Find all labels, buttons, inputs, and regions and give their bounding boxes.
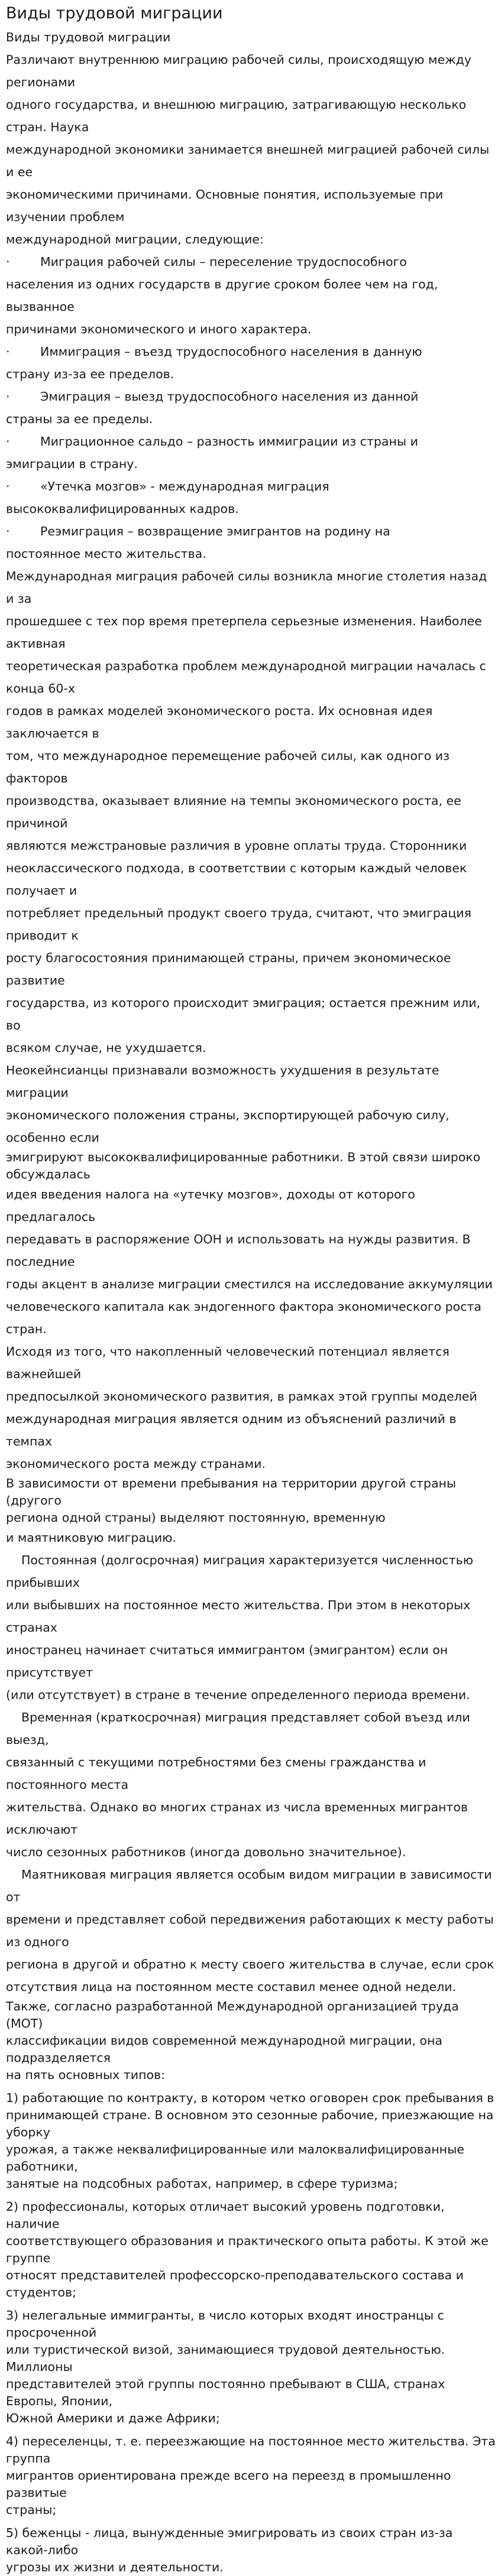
text-line: жительства. Однако во многих странах из числа временных мигрантов исключают <box>6 1800 468 1837</box>
migration-type-item <box>6 2198 497 2301</box>
text-line: производства, оказывает влияние на темпы экономического роста, ее причиной <box>6 794 461 830</box>
migration-types-list <box>6 2090 497 2576</box>
migration-type-item <box>6 2433 497 2519</box>
text-line: отсутствия лица на постоянном месте составил менее одной недели. <box>6 1980 457 1994</box>
text-line: принимающей стране. В основном это сезонные рабочие, приезжающие на уборку <box>6 2108 494 2139</box>
bullet-marker: · <box>6 255 10 269</box>
text-line: одного государства, и внешнюю миграцию, затрагивающую несколько стран. Наука <box>6 98 467 134</box>
history-paragraph <box>6 565 497 1059</box>
text-line: занятые на подсобных работах, например, в сфере туризма; <box>6 2177 398 2191</box>
neo-keynesian-paragraph <box>6 1059 497 1475</box>
text-line: предпосылкой экономического развития, в рамках этой группы моделей <box>6 1389 477 1404</box>
text-line: годы акцент в анализе миграции сместился на исследование аккумуляции <box>6 1277 493 1291</box>
definition-item <box>6 475 497 498</box>
text-line: международная миграция является одним из объяснений различий в темпах <box>6 1412 457 1448</box>
text-line: 3) нелегальные иммигранты, в число которых входят иностранцы с просроченной <box>6 2308 444 2340</box>
text-line: 5) беженцы - лица, вынужденные эмигрировать из своих стран из-за какой-либо <box>6 2526 453 2557</box>
text-line: 2) профессионалы, которых отличает высокий уровень подготовки, наличие <box>6 2200 445 2231</box>
text-line: Временная (краткосрочная) миграция представляет собой въезд или выезд, <box>6 1710 470 1747</box>
definition-text: Иммиграция – въезд трудоспособного населения в данную <box>40 345 422 359</box>
text-line: угрозы их жизни и деятельности. <box>6 2560 224 2574</box>
definition-item <box>6 520 497 543</box>
text-line: число сезонных работников (иногда довольно значительное). <box>6 1845 406 1859</box>
text-line: связанный с текущими потребностями без смены гражданства и постоянного места <box>6 1755 426 1792</box>
bullet-marker: · <box>6 345 10 359</box>
migration-type-item <box>6 2090 497 2192</box>
pendulum-migration-paragraph <box>6 1863 497 1998</box>
text-line: относят представителей профессорско-преподавательского состава и студентов; <box>6 2268 464 2299</box>
definition-text: Эмиграция – выезд трудоспособного населения из данной <box>40 389 419 404</box>
text-line: являются межстрановые различия в уровне оплаты труда. Сторонники <box>6 839 467 853</box>
text-line: том, что международное перемещение рабочей силы, как одного из факторов <box>6 749 450 785</box>
definition-item <box>6 385 497 408</box>
text-line: передавать в распоряжение ООН и использовать на нужды развития. В последние <box>6 1232 471 1269</box>
time-classification-paragraph <box>6 1475 497 1549</box>
text-line: Международная миграция рабочей силы возникла многие столетия назад и за <box>6 569 487 606</box>
definition-item <box>6 340 497 363</box>
text-line: идея введения налога на «утечку мозгов», доходы от которого предлагалось <box>6 1187 415 1224</box>
text-line: Также, согласно разработанной Международной организацией труда (МОТ) <box>6 1999 459 2031</box>
definitions-list <box>6 251 497 565</box>
text-line: потребляет предельный продукт своего труда, считают, что эмиграция приводит к <box>6 906 471 943</box>
text-line: времени и представляет собой передвижения работающих к месту работы из одного <box>6 1912 494 1949</box>
text-line: соответствующего образования и практического опыта работы. К этой же группе <box>6 2234 489 2265</box>
text-line: 4) переселенцы, т. е. переезжающие на постоянное место жительства. Эта группа <box>6 2434 496 2465</box>
text-line: или туристической визой, занимающиеся трудовой деятельностью. Миллионы <box>6 2343 445 2374</box>
text-line: высококвалифицированных кадров. <box>6 502 239 516</box>
text-line: эмиграции в страну. <box>6 457 138 471</box>
text-line: региона в другой и обратно к месту своего жительства в случае, если срок <box>6 1957 494 1971</box>
definition-text: Реэмиграция – возвращение эмигрантов на родину на <box>40 524 390 538</box>
text-line: экономического положения страны, экспортирующей рабочую силу, особенно если <box>6 1108 450 1145</box>
migration-type-item <box>6 2525 497 2576</box>
text-line: урожая, а также неквалифицированные или малоквалифицированные работники, <box>6 2142 464 2174</box>
text-line: классификации видов современной международной миграции, она подразделяется <box>6 2033 442 2065</box>
definition-text: «Утечка мозгов» - международная миграция <box>40 479 329 493</box>
migration-type-item <box>6 2307 497 2427</box>
text-line: мигрантов ориентирована прежде всего на переезд в промышленно развитые <box>6 2468 451 2500</box>
text-line: Неокейнсианцы признавали возможность ухудшения в результате миграции <box>6 1063 439 1100</box>
text-line: представителей этой группы постоянно пребывают в США, странах Европы, Японии, <box>6 2377 445 2408</box>
text-line: страны; <box>6 2503 57 2517</box>
text-line: неоклассического подхода, в соответствии с которым каждый человек получает и <box>6 861 467 898</box>
text-line: росту благосостояния принимающей страны, причем экономическое развитие <box>6 951 451 987</box>
text-line: человеческого капитала как эндогенного фактора экономического роста стран. <box>6 1300 481 1336</box>
text-line: Южной Америки и даже Африки; <box>6 2411 220 2425</box>
text-line: региона одной страны) выделяют постоянную, временную <box>6 1510 386 1525</box>
temporary-migration-paragraph <box>6 1706 497 1863</box>
text-line: на пять основных типов: <box>6 2068 166 2082</box>
text-line: или выбывших на постоянное место жительства. При этом в некоторых странах <box>6 1598 471 1635</box>
definition-text: Миграционное сальдо – разность иммиграции из страны и <box>40 434 418 449</box>
page-title: Виды трудовой миграции <box>6 4 223 22</box>
text-line: В зависимости от времени пребывания на территории другой страны (другого <box>6 1476 457 1508</box>
text-line: (или отсутствует) в стране в течение определенного периода времени. <box>6 1688 470 1702</box>
bullet-marker: · <box>6 524 10 538</box>
text-line: Исходя из того, что накопленный человеческий потенциал является важнейшей <box>6 1344 450 1381</box>
text-line: страны за ее пределы. <box>6 412 153 426</box>
text-line: международной миграции, следующие: <box>6 232 264 246</box>
bullet-marker: · <box>6 389 10 404</box>
ilo-paragraph <box>6 1998 497 2084</box>
text-line: обсуждалась <box>6 1167 90 1181</box>
text-line: Постоянная (долгосрочная) миграция характеризуется численностью прибывших <box>6 1553 473 1590</box>
text-line: эмигрируют высококвалифицированные работники. В этой связи широко <box>6 1150 481 1164</box>
text-line: прошедшее с тех пор время претерпела серьезные изменения. Наиболее активная <box>6 614 482 651</box>
bullet-marker: · <box>6 434 10 449</box>
definition-text: Миграция рабочей силы – переселение трудоспособного <box>40 255 407 269</box>
text-line: постоянное место жительства. <box>6 547 206 561</box>
text-line: 1) работающие по контракту, в котором четко оговорен срок пребывания в <box>6 2091 494 2105</box>
text-line: страну из-за ее пределов. <box>6 367 174 381</box>
text-line: годов в рамках моделей экономического роста. Их основная идея заключается в <box>6 704 433 740</box>
text-line: причинами экономического и иного характера. <box>6 322 312 336</box>
intro-paragraph <box>6 48 497 251</box>
text-line: экономического роста между странами. <box>6 1457 266 1471</box>
text-line: международной экономики занимается внешней миграцией рабочей силы и ее <box>6 142 490 179</box>
text-line: и маятниковую миграцию. <box>6 1531 176 1545</box>
text-line: государства, из которого происходит эмиграция; остается прежним или, во <box>6 996 480 1032</box>
definition-item <box>6 430 497 453</box>
definition-item <box>6 251 497 273</box>
text-line: населения из одних государств в другие сроком более чем на год, вызванное <box>6 277 438 314</box>
text-line: всяком случае, не ухудшается. <box>6 1041 206 1055</box>
section-subtitle: Виды трудовой миграции <box>6 30 171 44</box>
text-line: экономическими причинами. Основные понятия, используемые при изучении проблем <box>6 187 444 224</box>
text-line: Маятниковая миграция является особым видом миграции в зависимости от <box>6 1867 492 1904</box>
text-line: Различают внутреннюю миграцию рабочей силы, происходящую между регионами <box>6 53 471 89</box>
bullet-marker: · <box>6 479 10 493</box>
text-line: теоретическая разработка проблем международной миграции началась с конца 60-х <box>6 659 486 696</box>
permanent-migration-paragraph <box>6 1549 497 1706</box>
text-line: иностранец начинает считаться иммигрантом (эмигрантом) если он присутствует <box>6 1643 448 1680</box>
